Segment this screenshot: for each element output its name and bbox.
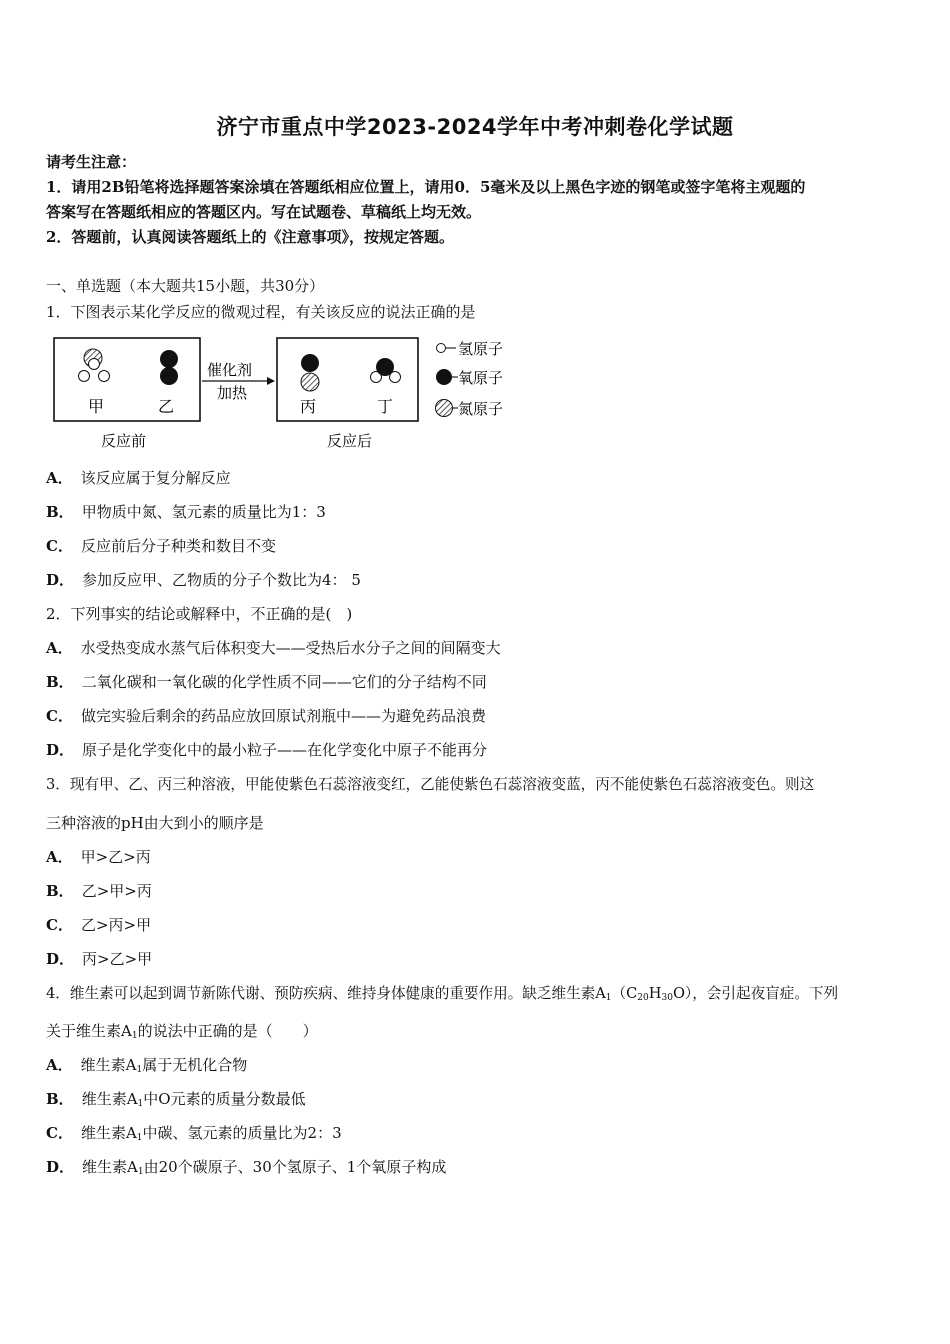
molecule-jia <box>79 349 110 382</box>
q3-option-b[interactable]: B． 乙>甲>丙 <box>46 882 152 900</box>
legend-hydrogen-label: 氢原子 <box>458 340 504 358</box>
caption-after: 反应后 <box>327 432 373 450</box>
section-heading: 一、单选题（本大题共15小题，共30分） <box>46 277 325 295</box>
question-1-stem: 1．下图表示某化学反应的微观过程，有关该反应的说法正确的是 <box>46 303 476 321</box>
legend-oxygen-label: 氧原子 <box>458 369 504 387</box>
legend-nitrogen-label: 氮原子 <box>458 400 504 418</box>
q3-option-c[interactable]: C． 乙>丙>甲 <box>46 916 152 934</box>
notice-item-1-line-1: 1．请用2B铅笔将选择题答案涂填在答题纸相应位置上，请用0．5毫米及以上黑色字迹的钢笔或签字笔将主观题的 <box>46 178 806 196</box>
q4-option-b[interactable]: B． 维生素$A_1$中O元素的质量分数最低 <box>46 1090 306 1109</box>
question-3-stem-line-1: 3．现有甲、乙、丙三种溶液，甲能使紫色石蕊溶液变红，乙能使紫色石蕊溶液变蓝，丙不能使紫色石蕊溶液变色。则这 <box>46 776 815 793</box>
q1-option-c[interactable]: C． 反应前后分子种类和数目不变 <box>46 537 276 555</box>
notice-item-2: 2．答题前，认真阅读答题纸上的《注意事项》，按规定答题。 <box>46 228 454 246</box>
legend-nitrogen <box>436 400 504 419</box>
label-ding: 丁 <box>377 397 394 416</box>
q3-option-a[interactable]: A． 甲>乙>丙 <box>46 848 151 866</box>
legend-hydrogen <box>437 340 504 358</box>
q4-option-c[interactable]: C． 维生素$A_1$中碳、氢元素的质量比为2：3 <box>46 1124 342 1143</box>
q2-option-b[interactable]: B． 二氧化碳和一氧化碳的化学性质不同——它们的分子结构不同 <box>46 673 487 691</box>
before-box <box>54 338 200 421</box>
label-yi: 乙 <box>158 397 175 416</box>
q1-option-a[interactable]: A． 该反应属于复分解反应 <box>46 469 231 487</box>
heat-label: 加热 <box>217 384 248 402</box>
exam-title: 济宁市重点中学2023-2024学年中考冲刺卷化学试题 <box>216 115 734 139</box>
notice-item-1-line-2: 答案写在答题纸相应的答题区内。写在试题卷、草稿纸上均无效。 <box>46 203 482 221</box>
question-4-stem-line-1: 4．维生素可以起到调节新陈代谢、预防疾病、维持身体健康的重要作用。缺乏维生素$A_1(C_{20}H_{30}O)$，会引起夜盲症。下列 <box>46 985 839 1003</box>
q1-option-b[interactable]: B． 甲物质中氮、氢元素的质量比为1：3 <box>46 503 326 521</box>
label-jia: 甲 <box>88 397 105 416</box>
q4-option-a[interactable]: A． 维生素$A_1$属于无机化合物 <box>46 1056 248 1075</box>
molecule-yi <box>160 350 178 385</box>
question-3-stem-line-2: 三种溶液的pH由大到小的顺序是 <box>46 814 264 832</box>
label-bing: 丙 <box>300 397 317 416</box>
q2-option-a[interactable]: A． 水受热变成水蒸气后体积变大——受热后水分子之间的间隔变大 <box>46 639 501 657</box>
legend-oxygen <box>436 369 503 387</box>
molecule-ding <box>371 358 401 383</box>
q2-option-c[interactable]: C． 做完实验后剩余的药品应放回原试剂瓶中——为避免药品浪费 <box>46 707 486 725</box>
caption-before: 反应前 <box>101 432 147 450</box>
reaction-diagram <box>46 332 546 462</box>
catalyst-label: 催化剂 <box>207 361 253 379</box>
reaction-arrowhead <box>267 377 275 385</box>
q2-option-d[interactable]: D． 原子是化学变化中的最小粒子——在化学变化中原子不能再分 <box>46 741 488 759</box>
question-2-stem: 2．下列事实的结论或解释中，不正确的是( ) <box>46 605 353 623</box>
molecule-bing <box>301 354 319 391</box>
q3-option-d[interactable]: D． 丙>乙>甲 <box>46 950 153 968</box>
question-4-stem-line-2: 关于维生素$A_1$的说法中正确的是（ ） <box>46 1022 318 1041</box>
notice-heading: 请考生注意： <box>46 153 137 171</box>
q1-option-d[interactable]: D． 参加反应甲、乙物质的分子个数比为4： 5 <box>46 571 361 589</box>
q4-option-d[interactable]: D． 维生素$A_1$由20个碳原子、30个氢原子、1个氧原子构成 <box>46 1158 447 1177</box>
